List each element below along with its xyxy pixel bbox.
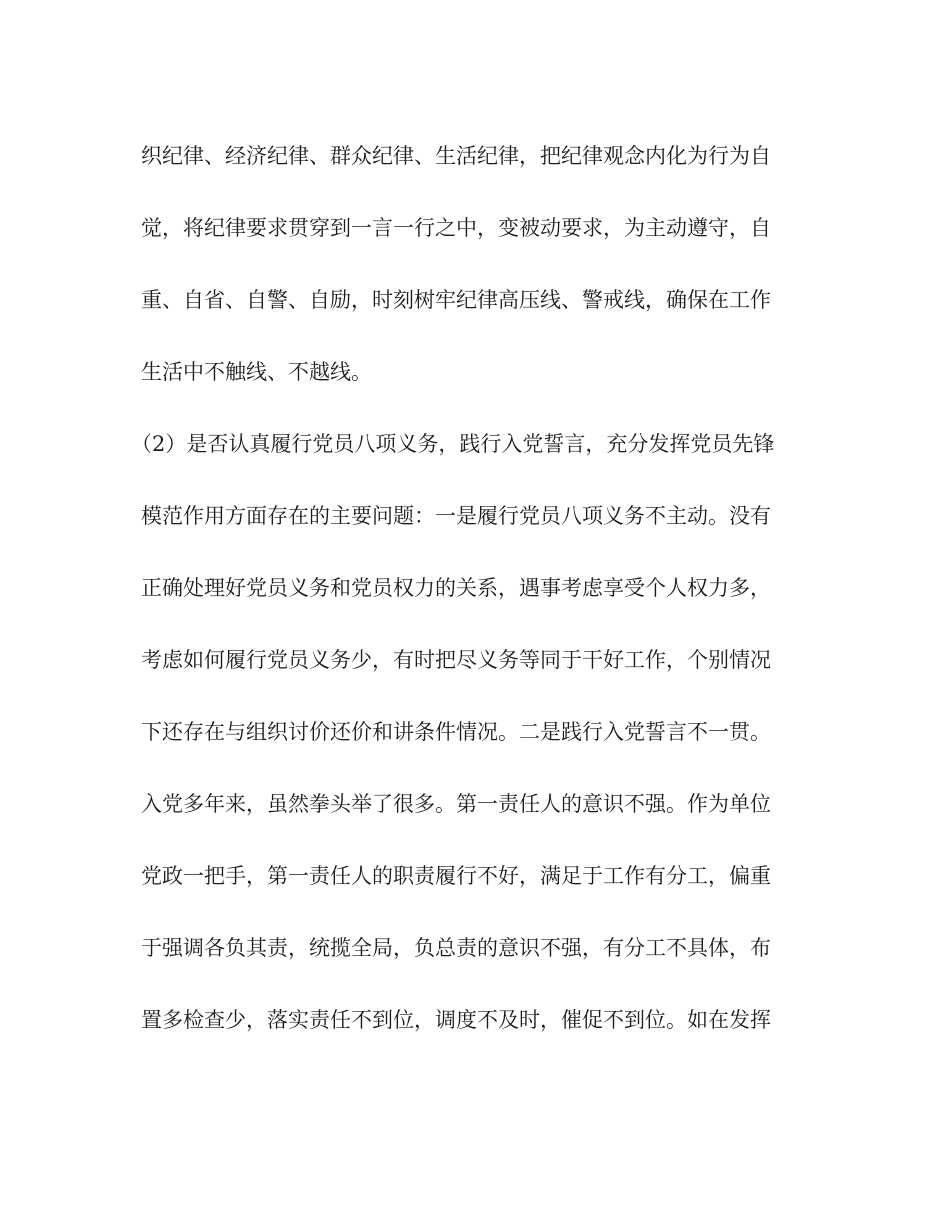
text-line: 觉，将纪律要求贯穿到一言一行之中，变被动要求，为主动遵守，自 [141, 216, 771, 240]
text-line: 生活中不触线、不越线。 [141, 360, 372, 384]
text-line: 入党多年来，虽然拳头举了很多。第一责任人的意识不强。作为单位 [141, 792, 771, 816]
text-line: 于强调各负其责，统揽全局，负总责的意识不强，有分工不具体，布 [141, 936, 771, 960]
text-line: 模范作用方面存在的主要问题：一是履行党员八项义务不主动。没有 [141, 504, 771, 528]
text-line: 考虑如何履行党员义务少，有时把尽义务等同于干好工作，个别情况 [141, 648, 771, 672]
text-line: 正确处理好党员义务和党员权力的关系，遇事考虑享受个人权力多， [141, 576, 771, 600]
text-line: 织纪律、经济纪律、群众纪律、生活纪律，把纪律观念内化为行为自 [141, 144, 771, 168]
text-line: （2）是否认真履行党员八项义务，践行入党誓言，充分发挥党员先锋 [131, 432, 775, 456]
text-line: 下还存在与组织讨价还价和讲条件情况。二是践行入党誓言不一贯。 [141, 720, 771, 744]
text-line: 置多检查少，落实责任不到位，调度不及时，催促不到位。如在发挥 [141, 1008, 771, 1032]
text-line: 重、自省、自警、自励，时刻树牢纪律高压线、警戒线，确保在工作 [141, 288, 771, 312]
text-line: 党政一把手，第一责任人的职责履行不好，满足于工作有分工，偏重 [141, 864, 771, 888]
